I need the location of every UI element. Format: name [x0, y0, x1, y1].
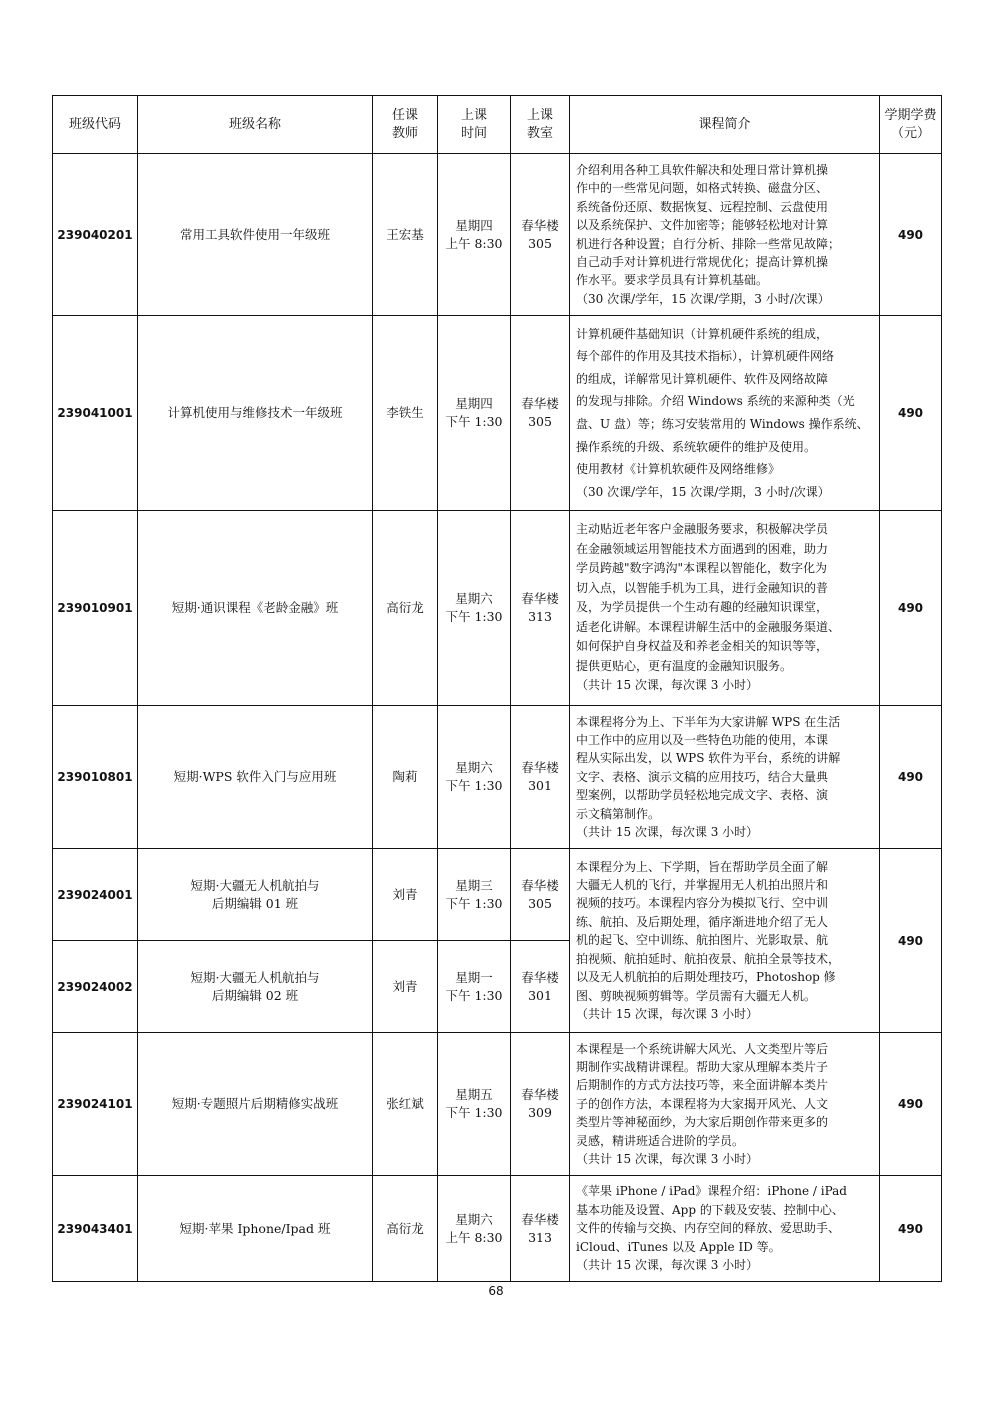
class-time: 星期六 上午 8:30 [438, 1176, 511, 1282]
tuition-fee: 490 [880, 511, 942, 706]
header-code: 班级代码 [53, 96, 138, 154]
course-intro: 计算机硬件基础知识（计算机硬件系统的组成， 每个部件的作用及其技术指标），计算机硬件网络 的组成，详解常见计算机硬件、软件及网络故障 的发现与排除。介绍 Windows 系统的来源种类（光 盘、U 盘）等；练习安装常用的 Windows 操作系统、 操作系统的升级、系统软硬件的维护及使用。 使用教材《计算机软硬件及网络维修》 （30 次课/学年，15 次课/学期，3 小时/次课） [570, 316, 880, 511]
class-code: 239010801 [53, 706, 138, 849]
teacher: 刘青 [373, 849, 438, 941]
header-time: 上课 时间 [438, 96, 511, 154]
header-fee: 学期学费 （元） [880, 96, 942, 154]
class-code: 239041001 [53, 316, 138, 511]
course-intro: 介绍利用各种工具软件解决和处理日常计算机操 作中的一些常见问题，如格式转换、磁盘分区、 系统备份还原、数据恢复、远程控制、云盘使用 以及系统保护、文件加密等；能够轻松地对计算 机进行各种设置；自行分析、排除一些常见故障； 自己动手对计算机进行常规优化；提高计算机操 作水平。要求学员具有计算机基础。 （30 次课/学年，15 次课/学期，3 小时/次课） [570, 154, 880, 316]
course-intro: 本课程将分为上、下半年为大家讲解 WPS 在生活 中工作中的应用以及一些特色功能的使用，本课 程从实际出发，以 WPS 软件为平台，系统的讲解 文字、表格、演示文稿的应用技巧，结合大量典 型案例，以帮助学员轻松地完成文字、表格、演 示文稿第制作。 （共计 15 次课，每次课 3 小时） [570, 706, 880, 849]
class-code: 239024101 [53, 1033, 138, 1176]
table-row [53, 154, 942, 316]
tuition-fee: 490 [880, 1176, 942, 1282]
classroom: 春华楼 301 [511, 941, 570, 1033]
course-intro: 本课程是一个系统讲解大风光、人文类型片等后 期制作实战精讲课程。帮助大家从理解本类片子 后期制作的方式方法技巧等，来全面讲解本类片 子的创作方法，本课程将为大家揭开风光、人文 类型片等神秘面纱，为大家后期创作带来更多的 灵感，精讲班适合进阶的学员。 （共计 15 次课，每次课 3 小时） [570, 1033, 880, 1176]
teacher: 高衍龙 [373, 1176, 438, 1282]
class-code: 239024001 [53, 849, 138, 941]
class-name: 常用工具软件使用一年级班 [138, 154, 373, 316]
course-intro: 主动贴近老年客户金融服务要求，积极解决学员 在金融领域运用智能技术方面遇到的困难，助力 学员跨越"数字鸿沟"本课程以智能化，数字化为 切入点，以智能手机为工具，进行金融知识的普 及，为学员提供一个生动有趣的经融知识课堂， 适老化讲解。本课程讲解生活中的金融服务渠道、 如何保护自身权益及和养老金相关的知识等等， 提供更贴心，更有温度的金融知识服务。 （共计 15 次课，每次课 3 小时） [570, 511, 880, 706]
class-time: 星期三 下午 1:30 [438, 849, 511, 941]
table-row [53, 1033, 942, 1176]
classroom: 春华楼 301 [511, 706, 570, 849]
class-time: 星期四 上午 8:30 [438, 154, 511, 316]
class-name: 短期·专题照片后期精修实战班 [138, 1033, 373, 1176]
classroom: 春华楼 305 [511, 154, 570, 316]
table-row [53, 316, 942, 511]
teacher: 张红斌 [373, 1033, 438, 1176]
tuition-fee: 490 [880, 154, 942, 316]
teacher: 陶莉 [373, 706, 438, 849]
class-name: 短期·大疆无人机航拍与 后期编辑 01 班 [138, 849, 373, 941]
course-intro: 本课程分为上、下学期，旨在帮助学员全面了解 大疆无人机的飞行，并掌握用无人机拍出照片和 视频的技巧。本课程内容分为模拟飞行、空中训 练、航拍、及后期处理，循序渐进地介绍了无人 机的起飞、空中训练、航拍图片、光影取景、航 拍视频、航拍延时、航拍夜景、航拍全景等技术， 以及无人机航拍的后期处理技巧，Photoshop 修 图、剪映视频剪辑等。学员需有大疆无人机。 （共计 15 次课，每次课 3 小时） [570, 849, 880, 1033]
header-row [53, 96, 942, 154]
classroom: 春华楼 313 [511, 511, 570, 706]
class-code: 239024002 [53, 941, 138, 1033]
course-intro: 《苹果 iPhone / iPad》课程介绍：iPhone / iPad 基本功能及设置、App 的下载及安装、控制中心、 文件的传输与交换、内存空间的释放、爱思助手、 iCloud、iTunes 以及 Apple ID 等。 （共计 15 次课，每次课 3 小时） [570, 1176, 880, 1282]
course-table [52, 95, 942, 1282]
class-name: 计算机使用与维修技术一年级班 [138, 316, 373, 511]
class-code: 239010901 [53, 511, 138, 706]
class-name: 短期·WPS 软件入门与应用班 [138, 706, 373, 849]
tuition-fee: 490 [880, 706, 942, 849]
header-name: 班级名称 [138, 96, 373, 154]
class-time: 星期四 下午 1:30 [438, 316, 511, 511]
class-name: 短期·通识课程《老龄金融》班 [138, 511, 373, 706]
class-time: 星期六 下午 1:30 [438, 511, 511, 706]
class-time: 星期五 下午 1:30 [438, 1033, 511, 1176]
teacher: 高衍龙 [373, 511, 438, 706]
table-row [53, 1176, 942, 1282]
teacher: 王宏基 [373, 154, 438, 316]
class-name: 短期·苹果 Iphone/Ipad 班 [138, 1176, 373, 1282]
class-time: 星期一 下午 1:30 [438, 941, 511, 1033]
classroom: 春华楼 309 [511, 1033, 570, 1176]
teacher: 刘青 [373, 941, 438, 1033]
header-teacher: 任课 教师 [373, 96, 438, 154]
table-row [53, 511, 942, 706]
class-code: 239040201 [53, 154, 138, 316]
header-room: 上课 教室 [511, 96, 570, 154]
teacher: 李铁生 [373, 316, 438, 511]
tuition-fee: 490 [880, 316, 942, 511]
header-intro: 课程简介 [570, 96, 880, 154]
class-name: 短期·大疆无人机航拍与 后期编辑 02 班 [138, 941, 373, 1033]
table-row [53, 706, 942, 849]
classroom: 春华楼 305 [511, 316, 570, 511]
classroom: 春华楼 305 [511, 849, 570, 941]
class-code: 239043401 [53, 1176, 138, 1282]
tuition-fee: 490 [880, 849, 942, 1033]
class-time: 星期六 下午 1:30 [438, 706, 511, 849]
page-number: 68 [488, 1284, 504, 1298]
classroom: 春华楼 313 [511, 1176, 570, 1282]
table-row [53, 849, 942, 941]
tuition-fee: 490 [880, 1033, 942, 1176]
